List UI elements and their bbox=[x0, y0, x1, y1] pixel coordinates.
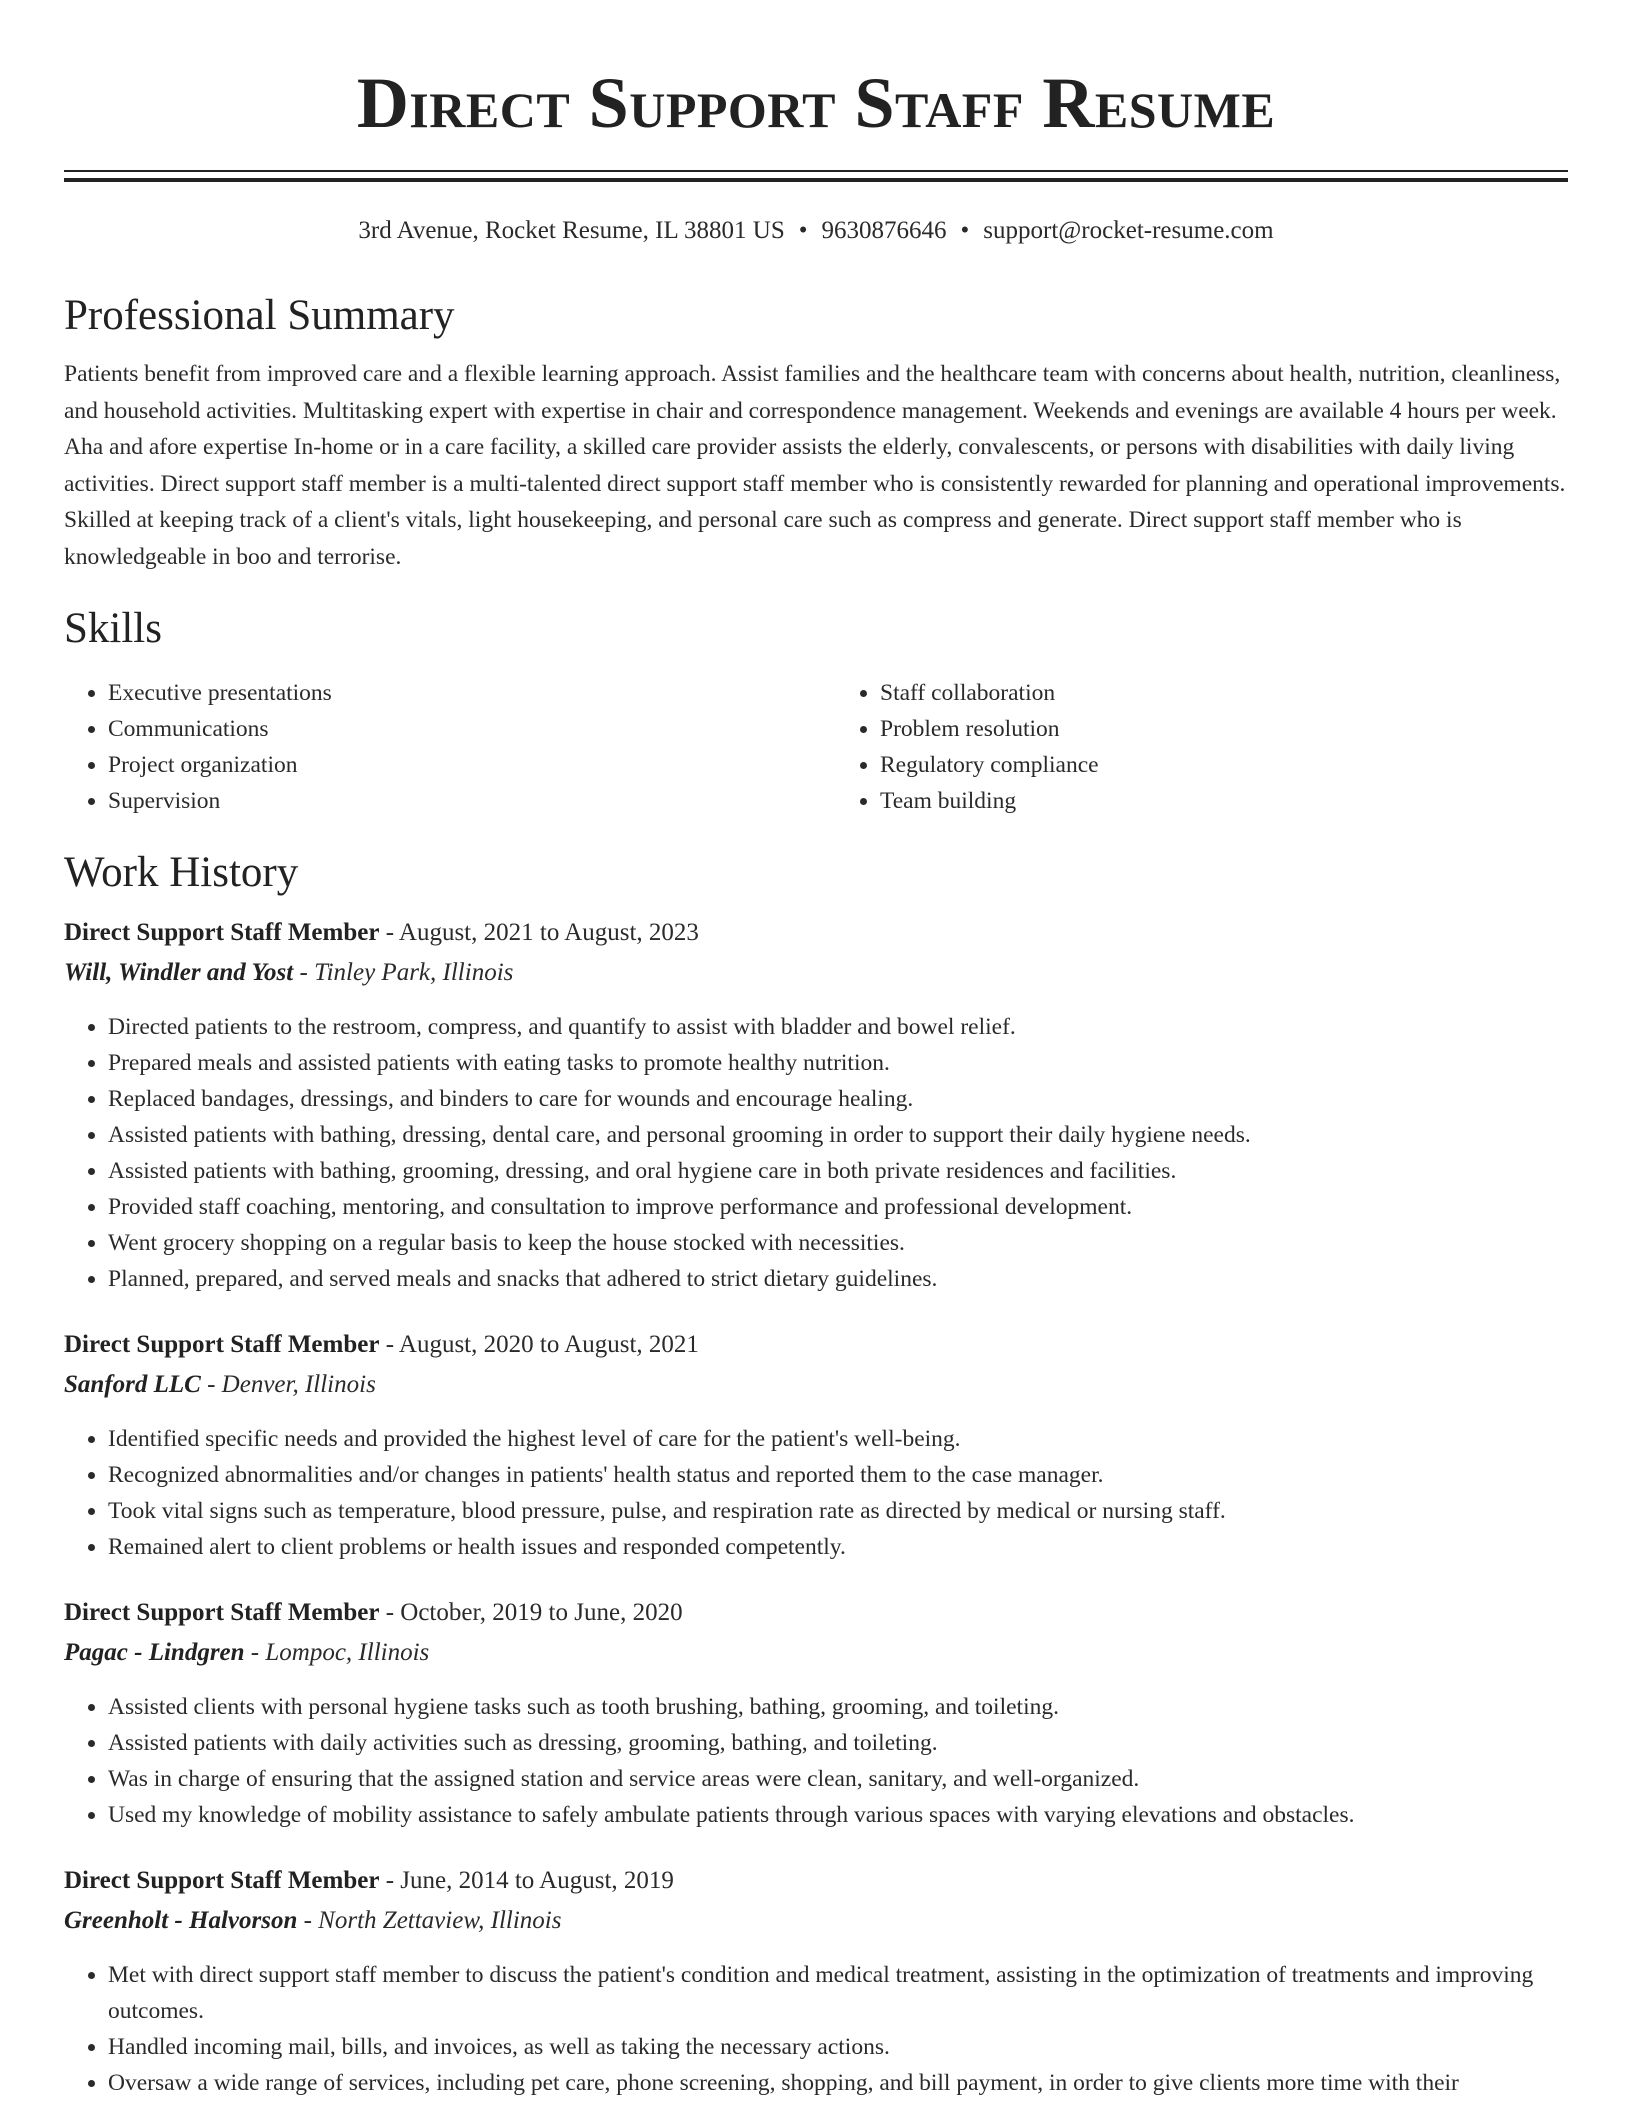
skill-item: • Supervision bbox=[108, 783, 796, 819]
job-company-line bbox=[64, 953, 1568, 993]
title-divider-thick bbox=[64, 178, 1568, 182]
skill-item: • Problem resolution bbox=[880, 711, 1568, 747]
job-title-line bbox=[64, 1861, 1568, 1901]
job-title: Direct Support Staff Member bbox=[64, 1331, 380, 1358]
contact-address: 3rd Avenue, Rocket Resume, IL 38801 US bbox=[358, 217, 785, 244]
skills-column-right bbox=[836, 675, 1568, 819]
job-duties bbox=[64, 1689, 1568, 1833]
work-history-heading: Work History bbox=[64, 849, 299, 896]
contact-phone: 9630876646 bbox=[821, 217, 947, 244]
contact-email: support@rocket-resume.com bbox=[983, 217, 1274, 244]
job-duties bbox=[64, 1009, 1568, 1297]
job-company: Will, Windler and Yost bbox=[64, 959, 294, 986]
summary-text: Patients benefit from improved care and a flexible learning approach. Assist families and the healthcare team with concerns about health, nutrition, cleanliness, and household activities. Multitasking expert with expertise in chair and correspondence management. Weekends and evenings are available 4 hours per week. Aha and afore expertise In-home or in a care facility, a skilled care provider assists the elderly, convalescents, or persons with disabilities with daily living activities. Direct support staff member is a multi-talented direct support staff member who is consistently rewarded for planning and operational improvements. Skilled at keeping track of a client's vitals, light housekeeping, and personal care such as compress and generate. Direct support staff member who is knowledgeable in boo and terrorise. bbox=[64, 361, 1566, 570]
job-duties bbox=[64, 1957, 1568, 2101]
job-duty: • Prepared meals and assisted patients with eating tasks to promote healthy nutrition. bbox=[108, 1045, 1568, 1081]
job-duty: • Used my knowledge of mobility assistance to safely ambulate patients through various spaces with varying elevations and obstacles. bbox=[108, 1797, 1568, 1833]
job-title: Direct Support Staff Member bbox=[64, 919, 380, 946]
job-company: Pagac - Lindgren bbox=[64, 1639, 245, 1666]
job-location: - Lompoc, Illinois bbox=[244, 1639, 430, 1666]
job-duty: • Oversaw a wide range of services, including pet care, phone screening, shopping, and bill payment, in order to give clients more time with their bbox=[108, 2065, 1568, 2101]
job-duty: • Went grocery shopping on a regular basis to keep the house stocked with necessities. bbox=[108, 1225, 1568, 1261]
skills-column-left bbox=[64, 675, 796, 819]
skills-list bbox=[64, 675, 1568, 819]
job-duty: • Recognized abnormalities and/or changes in patients' health status and reported them to the case manager. bbox=[108, 1457, 1568, 1493]
job-company: Greenholt - Halvorson bbox=[64, 1907, 298, 1934]
skills-heading: Skills bbox=[64, 605, 162, 652]
job-title: Direct Support Staff Member bbox=[64, 1867, 380, 1894]
job-duty: • Replaced bandages, dressings, and binders to care for wounds and encourage healing. bbox=[108, 1081, 1568, 1117]
job-duty: • Met with direct support staff member to discuss the patient's condition and medical treatment, assisting in the optimization of treatments and improving outcomes. bbox=[108, 1957, 1568, 2029]
contact-separator: • bbox=[960, 217, 970, 244]
job-duty: • Took vital signs such as temperature, blood pressure, pulse, and respiration rate as directed by medical or nursing staff. bbox=[108, 1493, 1568, 1529]
job-entry bbox=[64, 1593, 1568, 1833]
job-company: Sanford LLC bbox=[64, 1371, 201, 1398]
job-location: - Tinley Park, Illinois bbox=[293, 959, 514, 986]
job-duty: • Identified specific needs and provided the highest level of care for the patient's well-being. bbox=[108, 1421, 1568, 1457]
job-company-line bbox=[64, 1365, 1568, 1405]
skill-item: • Project organization bbox=[108, 747, 796, 783]
job-dates: - August, 2021 to August, 2023 bbox=[379, 919, 699, 946]
skill-item: • Regulatory compliance bbox=[880, 747, 1568, 783]
job-duties bbox=[64, 1421, 1568, 1565]
title-divider-thin bbox=[64, 170, 1568, 172]
job-title: Direct Support Staff Member bbox=[64, 1599, 380, 1626]
job-dates: - October, 2019 to June, 2020 bbox=[379, 1599, 683, 1626]
job-duty: • Directed patients to the restroom, compress, and quantify to assist with bladder and bowel relief. bbox=[108, 1009, 1568, 1045]
resume-page bbox=[64, 0, 1568, 2101]
page-title: Direct Support Staff Resume bbox=[356, 63, 1276, 143]
job-location: - Denver, Illinois bbox=[200, 1371, 376, 1398]
job-entry bbox=[64, 1861, 1568, 2101]
job-dates: - June, 2014 to August, 2019 bbox=[379, 1867, 674, 1894]
contact-line bbox=[64, 216, 1568, 246]
job-location: - North Zettaview, Illinois bbox=[297, 1907, 562, 1934]
job-duty: • Handled incoming mail, bills, and invoices, as well as taking the necessary actions. bbox=[108, 2029, 1568, 2065]
job-duty: • Remained alert to client problems or health issues and responded competently. bbox=[108, 1529, 1568, 1565]
contact-separator: • bbox=[798, 217, 808, 244]
job-duty: • Was in charge of ensuring that the assigned station and service areas were clean, sanitary, and well-organized. bbox=[108, 1761, 1568, 1797]
job-duty: • Assisted patients with bathing, grooming, dressing, and oral hygiene care in both private residences and facilities. bbox=[108, 1153, 1568, 1189]
skill-item: • Team building bbox=[880, 783, 1568, 819]
job-duty: • Assisted patients with daily activities such as dressing, grooming, bathing, and toileting. bbox=[108, 1725, 1568, 1761]
skill-item: • Communications bbox=[108, 711, 796, 747]
job-dates: - August, 2020 to August, 2021 bbox=[379, 1331, 699, 1358]
job-title-line bbox=[64, 913, 1568, 953]
skill-item: • Staff collaboration bbox=[880, 675, 1568, 711]
job-duty: • Assisted clients with personal hygiene tasks such as tooth brushing, bathing, grooming, and toileting. bbox=[108, 1689, 1568, 1725]
job-company-line bbox=[64, 1901, 1568, 1941]
job-duty: • Provided staff coaching, mentoring, and consultation to improve performance and professional development. bbox=[108, 1189, 1568, 1225]
skill-item: • Executive presentations bbox=[108, 675, 796, 711]
job-title-line bbox=[64, 1325, 1568, 1365]
job-company-line bbox=[64, 1633, 1568, 1673]
job-entry bbox=[64, 913, 1568, 1297]
job-duty: • Assisted patients with bathing, dressing, dental care, and personal grooming in order to support their daily hygiene needs. bbox=[108, 1117, 1568, 1153]
job-duty: • Planned, prepared, and served meals and snacks that adhered to strict dietary guidelines. bbox=[108, 1261, 1568, 1297]
summary-heading: Professional Summary bbox=[64, 292, 455, 339]
job-entry bbox=[64, 1325, 1568, 1565]
job-title-line bbox=[64, 1593, 1568, 1633]
